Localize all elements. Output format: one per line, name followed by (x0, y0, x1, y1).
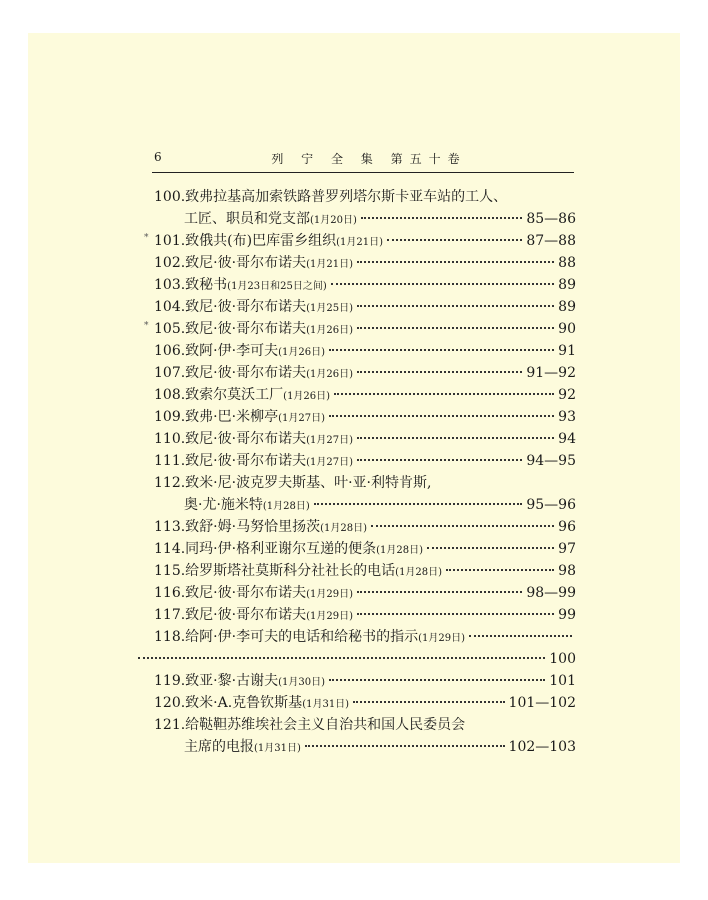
dot-leader (329, 349, 554, 351)
toc-entry-continuation (134, 648, 576, 670)
dot-leader (357, 613, 554, 615)
entry-title: 致秘书 (185, 277, 228, 293)
toc-entry (154, 428, 576, 450)
toc-entry (154, 604, 576, 626)
entry-pages: 102—103 (508, 739, 576, 755)
entry-title: 致尼·彼·哥尔布诺夫 (185, 453, 307, 469)
dot-leader (371, 525, 554, 527)
entry-pages: 94 (558, 431, 576, 447)
entry-title: 致尼·彼·哥尔布诺夫 (185, 365, 307, 381)
entry-pages: 98—99 (526, 585, 576, 601)
entry-pages: 101—102 (508, 695, 576, 711)
entry-pages: 94—95 (526, 453, 576, 469)
dot-leader (361, 217, 522, 219)
entry-pages: 91 (558, 343, 576, 359)
entry-number: 120. (154, 695, 186, 711)
entry-number: 109. (154, 409, 186, 425)
entry-title: 给阿·伊·李可夫的电话和给秘书的指示 (185, 629, 419, 645)
toc-entry (154, 538, 576, 560)
running-title: 列 宁 全 集 第五十卷 (271, 152, 467, 166)
entry-title: 致米·尼·波克罗夫斯基、叶·亚·利特肯斯, (185, 475, 432, 491)
dot-leader (357, 371, 522, 373)
entry-date: (1月26日) (306, 369, 353, 380)
table-of-contents (144, 186, 576, 758)
dot-leader (357, 459, 522, 461)
dot-leader (357, 591, 522, 593)
entry-number: 104. (154, 299, 186, 315)
dot-leader (446, 569, 554, 571)
dot-leader (314, 503, 523, 505)
entry-number: 118. (154, 629, 186, 645)
entry-number: 116. (154, 585, 186, 601)
toc-entry (154, 714, 576, 736)
toc-entry (154, 582, 576, 604)
entry-date: (1月30日) (278, 677, 325, 688)
entry-title: 致弗·巴·米柳亭 (185, 409, 279, 425)
entry-number: 103. (154, 277, 186, 293)
toc-entry-continuation (154, 736, 576, 758)
entry-date: (1月29日) (306, 589, 353, 600)
entry-pages: 100 (549, 651, 576, 667)
dot-leader (387, 239, 522, 241)
dot-leader (329, 679, 545, 681)
entry-title: 致俄共(布)巴库雷乡组织 (185, 233, 337, 249)
entry-date: (1月21日) (306, 259, 353, 270)
entry-number: 113. (154, 519, 186, 535)
entry-date: (1月26日) (283, 391, 331, 402)
entry-pages: 89 (558, 277, 576, 293)
entry-date: (1月25日) (306, 303, 353, 314)
entry-date: (1月26日) (278, 347, 325, 358)
revision-mark: * (144, 321, 149, 331)
entry-date: (1月28日) (376, 545, 423, 556)
entry-title: 致弗拉基高加索铁路普罗列塔尔斯卡亚车站的工人、 (185, 189, 508, 205)
dot-leader (427, 547, 554, 549)
entry-title: 同玛·伊·格利亚谢尔互递的便条 (185, 541, 377, 557)
entry-pages: 95—96 (526, 497, 576, 513)
entry-title-cont: 工匠、职员和党支部 (184, 211, 310, 227)
entry-number: 105. (154, 321, 186, 337)
entry-pages: 97 (558, 541, 576, 557)
entry-title: 致尼·彼·哥尔布诺夫 (185, 255, 307, 271)
entry-date: (1月27日) (278, 413, 325, 424)
entry-title: 致索尔莫沃工厂 (185, 387, 284, 403)
entry-title: 致尼·彼·哥尔布诺夫 (185, 321, 307, 337)
entry-pages: 98 (558, 563, 576, 579)
page-number: 6 (154, 150, 162, 164)
toc-entry (154, 516, 576, 538)
entry-title: 致尼·彼·哥尔布诺夫 (185, 585, 307, 601)
entry-title: 给鞑靼苏维埃社会主义自治共和国人民委员会 (185, 717, 466, 733)
toc-entry-continuation (154, 208, 576, 230)
entry-title: 致尼·彼·哥尔布诺夫 (185, 431, 307, 447)
entry-pages: 93 (558, 409, 576, 425)
entry-number: 112. (154, 475, 186, 491)
entry-pages: 99 (558, 607, 576, 623)
toc-entry (144, 230, 576, 252)
running-head (154, 150, 574, 170)
dot-leader (357, 261, 554, 263)
entry-number: 114. (154, 541, 186, 557)
entry-title: 致亚·黎·古谢夫 (185, 673, 279, 689)
entry-date: (1月28日) (262, 501, 310, 512)
entry-pages: 88 (558, 255, 576, 271)
toc-entry (154, 560, 576, 582)
toc-entry (154, 296, 576, 318)
entry-number: 102. (154, 255, 186, 271)
toc-entry (154, 274, 576, 296)
entry-date: (1月29日) (306, 611, 353, 622)
entry-title: 致舒·姆·马努恰里扬茨 (185, 519, 321, 535)
entry-number: 111. (154, 453, 186, 469)
entry-pages: 89 (558, 299, 576, 315)
entry-number: 108. (154, 387, 186, 403)
toc-entry (154, 186, 576, 208)
entry-date: (1月29日) (418, 633, 465, 644)
dot-leader (329, 415, 554, 417)
entry-pages: 85—86 (526, 211, 576, 227)
entry-number: 121. (154, 717, 186, 733)
entry-pages: 87—88 (526, 233, 576, 249)
dot-leader (357, 327, 554, 329)
entry-number: 100. (154, 189, 186, 205)
entry-title: 给罗斯塔社莫斯科分社社长的电话 (185, 563, 396, 579)
dot-leader (469, 635, 572, 637)
entry-date: (1月31日) (302, 699, 350, 710)
dot-leader (353, 701, 504, 703)
entry-pages: 91—92 (526, 365, 576, 381)
entry-number: 106. (154, 343, 186, 359)
entry-date: (1月21日) (336, 237, 383, 248)
dot-leader (334, 393, 554, 395)
entry-number: 117. (154, 607, 186, 623)
revision-mark: * (144, 233, 149, 243)
toc-entry (154, 340, 576, 362)
toc-entry (154, 692, 576, 714)
entry-date: (1月23日和25日之间) (227, 281, 327, 292)
toc-entry (154, 362, 576, 384)
entry-number: 110. (154, 431, 186, 447)
entry-title: 致尼·彼·哥尔布诺夫 (185, 607, 307, 623)
toc-entry (144, 318, 576, 340)
entry-title: 致米·A.克鲁钦斯基 (185, 695, 303, 711)
entry-date: (1月31日) (254, 743, 301, 754)
dot-leader (305, 745, 505, 747)
dot-leader (331, 283, 554, 285)
entry-number: 119. (154, 673, 186, 689)
entry-date: (1月27日) (306, 435, 353, 446)
toc-entry (154, 406, 576, 428)
toc-entry (154, 252, 576, 274)
entry-title: 致尼·彼·哥尔布诺夫 (185, 299, 307, 315)
entry-title: 致阿·伊·李可夫 (185, 343, 279, 359)
entry-number: 115. (154, 563, 186, 579)
entry-date: (1月28日) (320, 523, 367, 534)
entry-pages: 92 (558, 387, 576, 403)
toc-entry (154, 670, 576, 692)
header-rule (152, 172, 574, 173)
dot-leader (138, 657, 545, 659)
entry-date: (1月20日) (310, 215, 357, 226)
toc-entry (154, 626, 576, 648)
entry-title-cont: 主席的电报 (184, 739, 254, 755)
toc-entry (154, 384, 576, 406)
entry-pages: 90 (558, 321, 576, 337)
entry-title-cont: 奥·尤·施米特 (184, 497, 263, 513)
toc-entry-continuation (154, 494, 576, 516)
dot-leader (357, 305, 554, 307)
entry-date: (1月26日) (306, 325, 353, 336)
entry-pages: 96 (558, 519, 576, 535)
entry-number: 107. (154, 365, 186, 381)
entry-date: (1月27日) (306, 457, 353, 468)
toc-entry (154, 450, 576, 472)
dot-leader (357, 437, 554, 439)
toc-entry (154, 472, 576, 494)
entry-pages: 101 (549, 673, 576, 689)
entry-number: 101. (154, 233, 186, 249)
entry-date: (1月28日) (395, 567, 443, 578)
